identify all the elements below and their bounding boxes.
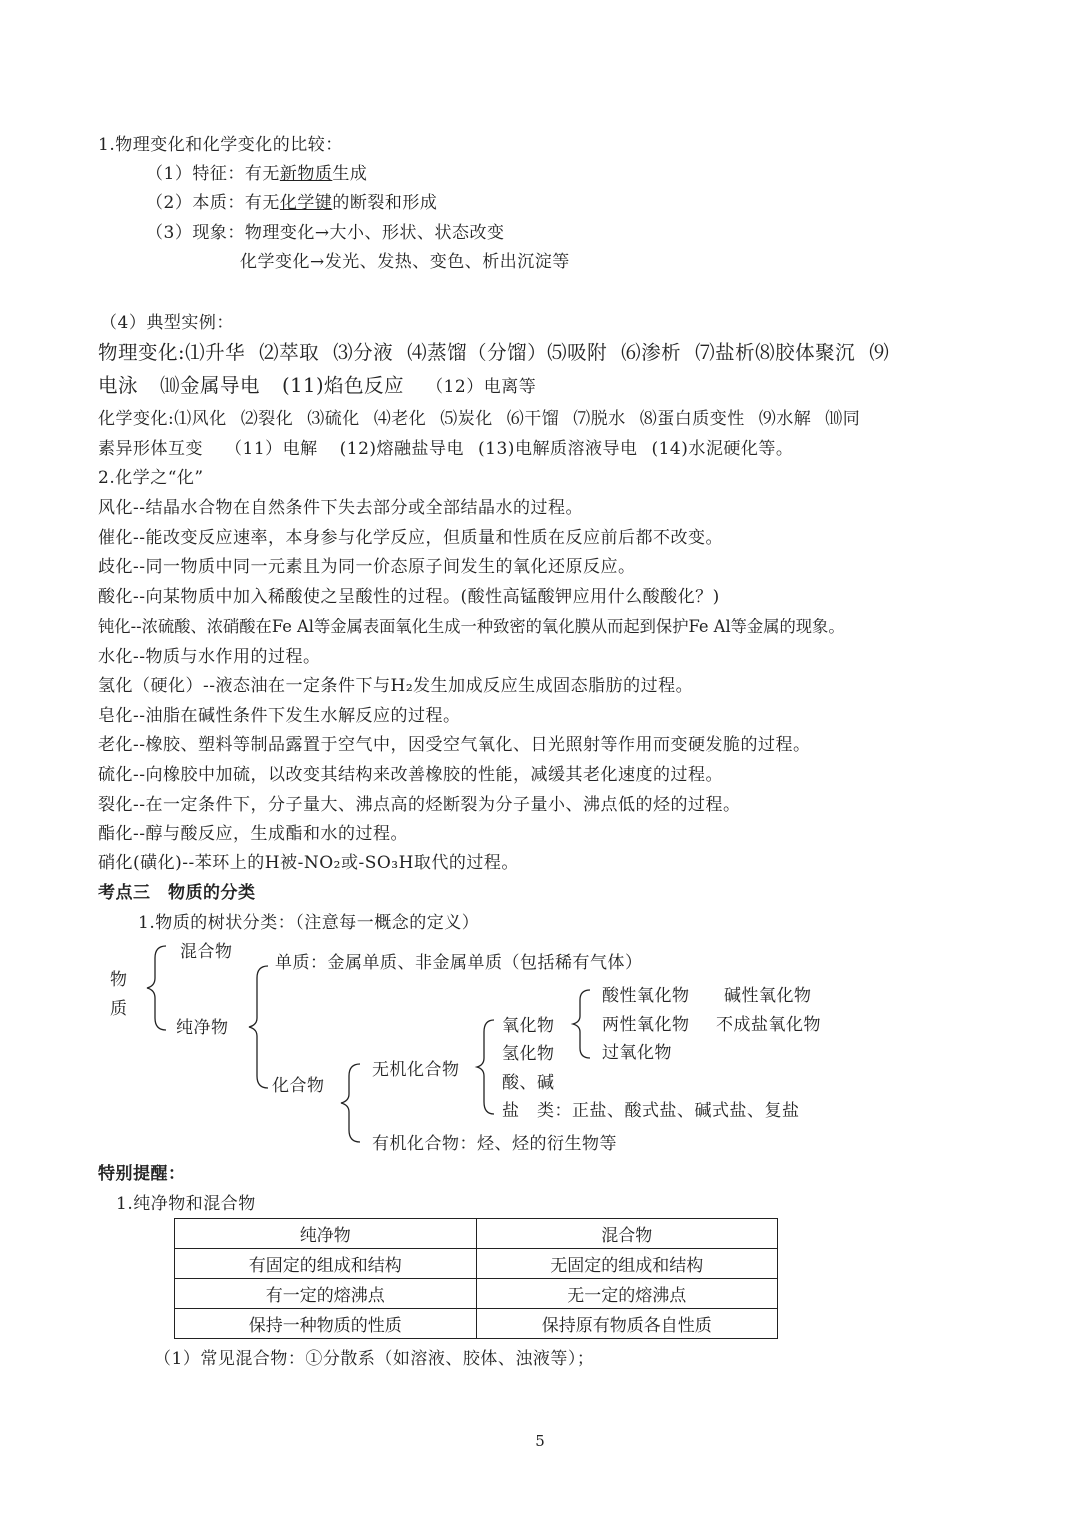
table-row [175, 1249, 778, 1279]
table-row [175, 1219, 778, 1249]
table-cell: 保持一种物质的性质 [175, 1309, 477, 1339]
hua-definition: 硫化--向橡胶中加硫，以改变其结构来改善橡胶的性能，减缓其老化速度的过程。 [98, 765, 723, 785]
hua-definition: 风化--结晶水合物在自然条件下失去部分或全部结晶水的过程。 [98, 498, 583, 518]
tree-nonsalt-oxide: 不成盐氧化物 [716, 1015, 821, 1035]
reminder-title: 特别提醒： [98, 1164, 186, 1184]
tree-acid-base: 酸、碱 [502, 1073, 555, 1093]
tree-subtitle: 1.物质的树状分类：（注意每一概念的定义） [138, 913, 480, 933]
table-cell: 有一定的熔沸点 [175, 1279, 477, 1309]
section3-title: 考点三 物质的分类 [98, 883, 256, 903]
brace-inorganic [477, 1020, 494, 1114]
table-row [175, 1279, 778, 1309]
chemical-examples-line-2: 素异形体互变 （11）电解 (12)熔融盐导电 (13)电解质溶液导电 (14)水泥硬化等。 [98, 439, 794, 459]
hua-definition: 裂化--在一定条件下，分子量大、沸点高的烃断裂为分子量小、沸点低的烃的过程。 [98, 795, 741, 815]
physical-examples-line-2: 电泳 ⑽金属导电 (11)焰色反应 （12）电离等 [98, 374, 537, 397]
table-header-cell: 纯净物 [175, 1219, 477, 1249]
tree-mixture: 混合物 [180, 942, 233, 962]
tree-root-char: 质 [110, 999, 128, 1019]
physical-examples-line-1: 物理变化:⑴升华 ⑵萃取 ⑶分液 ⑷蒸馏（分馏）⑸吸附 ⑹渗析 ⑺盐析⑻胶体聚沉 ⑼ [98, 341, 890, 364]
hua-definition: 水化--物质与水作用的过程。 [98, 647, 321, 667]
hua-definition: 氢化（硬化）--液态油在一定条件下与H₂发生加成反应生成固态脂肪的过程。 [98, 676, 694, 696]
tree-salt: 盐 类：正盐、酸式盐、碱式盐、复盐 [502, 1101, 800, 1121]
essence-line: （2）本质：有无化学键的断裂和形成 [146, 193, 438, 213]
page-number: 5 [535, 1432, 545, 1450]
table-cell: 有固定的组成和结构 [175, 1249, 477, 1279]
hua-definition: 酸化--向某物质中加入稀酸使之呈酸性的过程。(酸性高锰酸钾应用什么酸酸化？) [98, 587, 720, 607]
tree-basic-oxide: 碱性氧化物 [724, 986, 812, 1006]
section2-title: 2.化学之“化” [98, 468, 204, 488]
hua-definition: 酯化--醇与酸反应，生成酯和水的过程。 [98, 824, 408, 844]
table-header-cell: 混合物 [476, 1219, 778, 1249]
tree-element: 单质：金属单质、非金属单质（包括稀有气体） [275, 953, 643, 973]
examples-title: （4）典型实例： [100, 313, 234, 333]
feature-line: （1）特征：有无新物质生成 [146, 164, 368, 184]
section1-title: 1.物理变化和化学变化的比较： [98, 135, 343, 155]
tree-root-char: 物 [110, 970, 128, 990]
brace-compound [341, 1064, 360, 1142]
tree-compound: 化合物 [272, 1076, 325, 1096]
hua-definition: 催化--能改变反应速率，本身参与化学反应，但质量和性质在反应前后都不改变。 [98, 528, 723, 548]
table-cell: 保持原有物质各自性质 [476, 1309, 778, 1339]
tree-amphoteric-oxide: 两性氧化物 [602, 1015, 690, 1035]
tree-acidic-oxide: 酸性氧化物 [602, 986, 690, 1006]
table-cell: 无一定的熔沸点 [476, 1279, 778, 1309]
phenomenon-line-1: （3）现象：物理变化→大小、形状、状态改变 [146, 223, 505, 243]
tree-hydride: 氢化物 [502, 1044, 555, 1064]
tree-organic: 有机化合物：烃、烃的衍生物等 [372, 1134, 617, 1154]
chemical-examples-line-1: 化学变化:⑴风化 ⑵裂化 ⑶硫化 ⑷老化 ⑸炭化 ⑹干馏 ⑺脱水 ⑻蛋白质变性 ⑼水解 ⑽同 [98, 409, 861, 429]
hua-definition: 歧化--同一物质中同一元素且为同一价态原子间发生的氧化还原反应。 [98, 557, 636, 577]
tree-peroxide: 过氧化物 [602, 1043, 672, 1063]
hua-definition: 老化--橡胶、塑料等制品露置于空气中，因受空气氧化、日光照射等作用而变硬发脆的过程。 [98, 735, 811, 755]
hua-definition: 钝化--浓硫酸、浓硝酸在Fe Al等金属表面氧化生成一种致密的氧化膜从而起到保护Fe Al等金属的现象。 [98, 617, 845, 636]
reminder-subtitle: 1.纯净物和混合物 [116, 1194, 256, 1214]
tree-oxide: 氧化物 [502, 1016, 555, 1036]
hua-definition: 皂化--油脂在碱性条件下发生水解反应的过程。 [98, 706, 461, 726]
hua-definition: 硝化(磺化)--苯环上的H被-NO₂或-SO₃H取代的过程。 [98, 853, 519, 873]
brace-oxide [573, 990, 590, 1058]
phenomenon-line-2: 化学变化→发光、发热、变色、析出沉淀等 [240, 252, 570, 272]
brace-pure [249, 966, 268, 1088]
table-row [175, 1309, 778, 1339]
comparison-table [174, 1218, 778, 1339]
table-cell: 无固定的组成和结构 [476, 1249, 778, 1279]
tree-pure: 纯净物 [176, 1018, 229, 1038]
common-mixtures-line: （1）常见混合物：①分散系（如溶液、胶体、浊液等）； [154, 1349, 595, 1369]
tree-inorganic: 无机化合物 [372, 1060, 460, 1080]
brace-root [147, 946, 166, 1030]
